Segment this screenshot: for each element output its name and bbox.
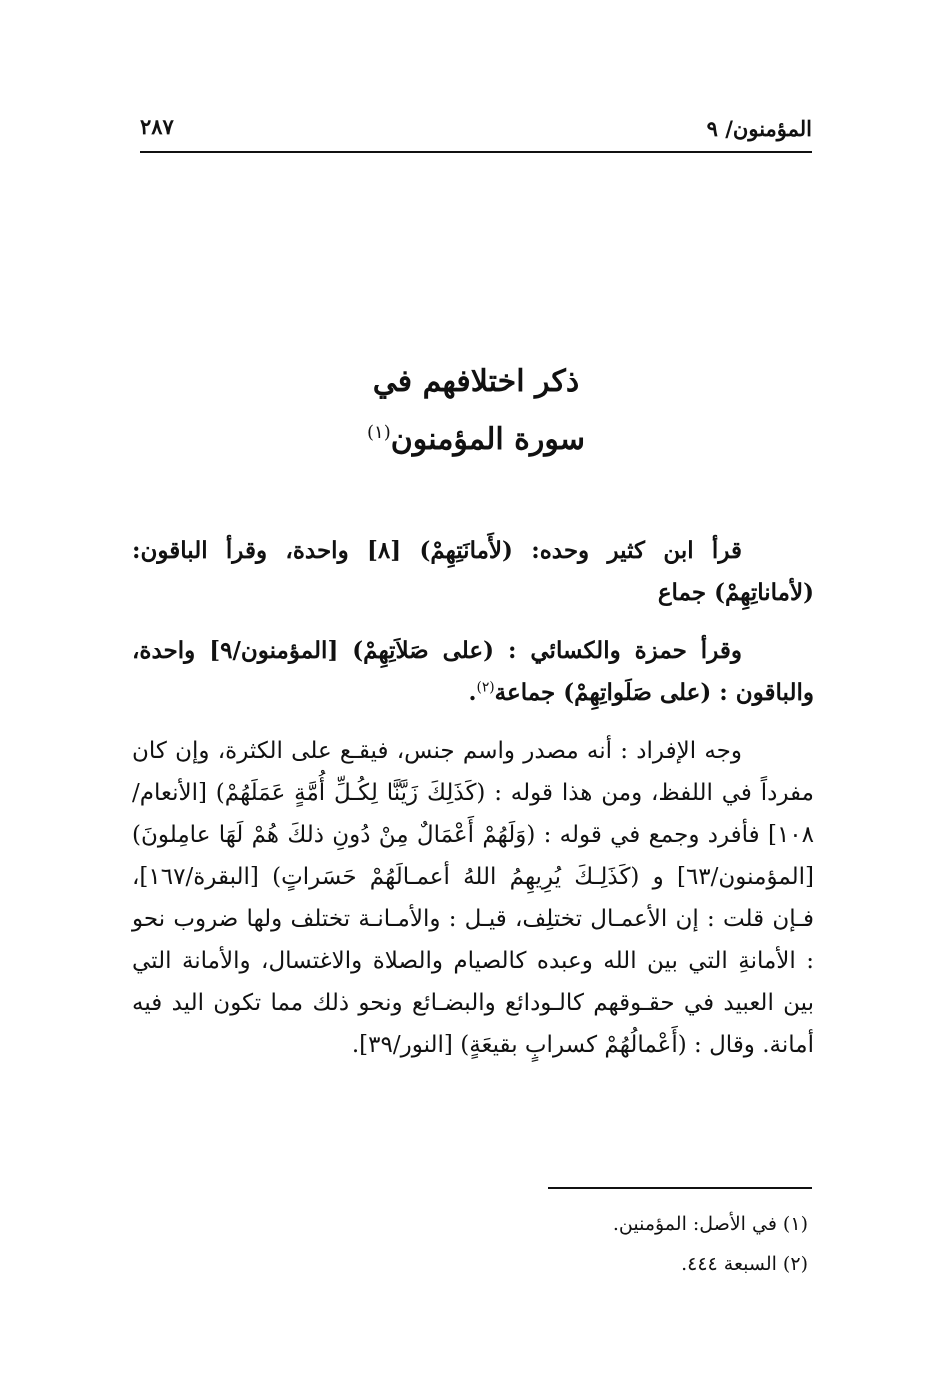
footnote-1: (١) في الأصل: المؤمنين. bbox=[612, 1213, 808, 1235]
paragraph-2-footnote-marker: (٢) bbox=[476, 679, 495, 696]
paragraph-2-text: وقرأ حمزة والكسائي : (على صَلاَتِهِمْ) [المؤمنون/٩] واحدة، والباقون : (على صَلَواتِهِمْ) جماعة bbox=[132, 637, 814, 706]
running-head: المؤمنون/ ٩ bbox=[706, 116, 812, 141]
paragraph-2-end: . bbox=[468, 679, 477, 706]
paragraph-3: وجه الإفراد : أنه مصدر واسم جنس، فيقـع على الكثرة، وإن كان مفرداً في اللفظ، ومن هذا قوله : (كَذَلِكَ زَيَّنَّا لِكُـلِّ أُمَّةٍ عَمَلَهُمْ) [الأنعام/١٠٨] فأفرد وجمع في قوله : (وَلَهُمْ أَعْمَالٌ مِنْ دُونِ ذلكَ هُمْ لَهَا عامِلونَ) [المؤمنون/٦٣] و (كَذَلِـكَ يُرِيهِمُ اللهُ أعمـالَهُمْ حَسَراتٍ) [البقرة/١٦٧]، فـإن قلت : إن الأعمـال تختلِف، قيـل : والأمـانـة تختلف ولها ضروب نحو : الأمانةِ التي بين الله وعبده كالصيام والصلاة والاغتسال، والأمانة التي بين العبيد في حقـوقهم كالـودائع والبضـائع ونحو ذلك مما تكون اليد فيه أمانة. وقال : (أَعْمالُهُمْ كسرابٍ بقيعَةٍ) [النور/٣٩]. bbox=[132, 738, 814, 1058]
title-line-1: ذكر اختلافهم في bbox=[372, 364, 580, 399]
title-footnote-marker: (١) bbox=[367, 422, 391, 443]
title-line-2-text: سورة المؤمنون bbox=[390, 422, 585, 457]
page-header bbox=[140, 108, 812, 152]
footnotes bbox=[500, 1204, 808, 1284]
page-number: ٢٨٧ bbox=[140, 114, 174, 139]
header-rule bbox=[140, 151, 812, 153]
footnote-rule bbox=[548, 1187, 812, 1189]
footnote-2: (٢) السبعة ٤٤٤. bbox=[681, 1253, 808, 1275]
title-line-2 bbox=[140, 411, 812, 469]
chapter-title bbox=[140, 353, 812, 469]
paragraph-2 bbox=[132, 630, 814, 714]
paragraph-1: قرأ ابن كثير وحده: (لأَمانَتِهِمْ) [٨] واحدة، وقرأ الباقون: (لأماناتِهِمْ) جماع bbox=[132, 537, 814, 606]
body-text bbox=[132, 530, 814, 1082]
